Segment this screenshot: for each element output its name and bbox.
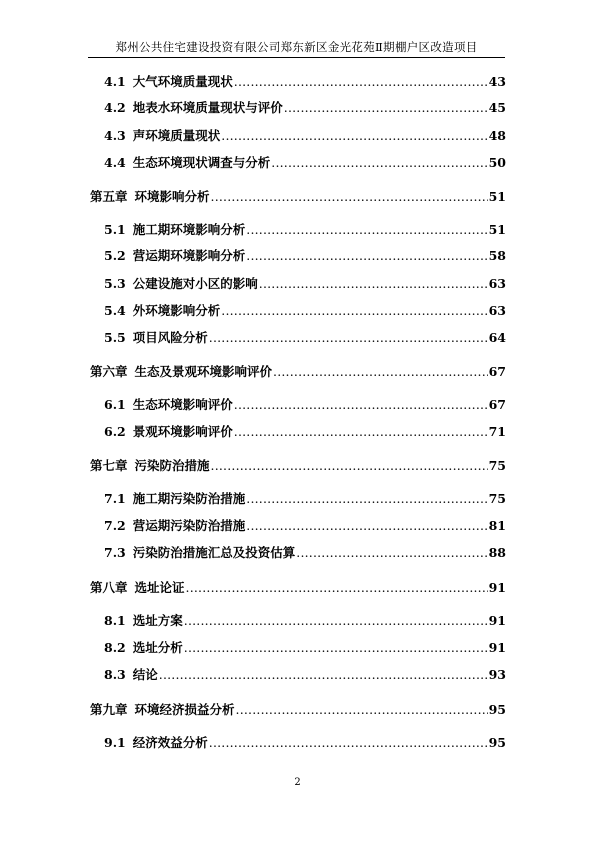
toc-entry-title: 环境影响分析: [134, 189, 210, 204]
toc-entry-title: 生态环境现状调查与分析: [132, 155, 271, 170]
toc-page-number: 50: [488, 155, 506, 170]
toc-dot-leader: [211, 458, 488, 474]
toc-entry-4-3[interactable]: [104, 128, 506, 144]
toc-entry-title: 选址论证: [134, 580, 185, 595]
toc-entry-title: 外环境影响分析: [132, 303, 221, 318]
toc-page-number: 43: [488, 74, 506, 89]
toc-chapter-5[interactable]: [90, 189, 506, 205]
toc-dot-leader: [246, 491, 487, 507]
toc-entry-8-1[interactable]: [104, 613, 506, 629]
toc-page-number: 48: [488, 128, 506, 143]
toc-entry-number: 5.2: [104, 248, 126, 263]
toc-entry-number: 8.1: [104, 613, 126, 628]
toc-dot-leader: [246, 518, 487, 534]
toc-entry-number: 8.2: [104, 640, 126, 655]
toc-page-number: 51: [488, 189, 506, 204]
toc-page-number: 75: [488, 458, 506, 473]
toc-entry-8-2[interactable]: [104, 640, 506, 656]
toc-entry-5-5[interactable]: [104, 330, 506, 346]
toc-dot-leader: [209, 735, 488, 751]
toc-entry-title: 地表水环境质量现状与评价: [132, 100, 283, 115]
toc-entry-title: 公建设施对小区的影响: [132, 276, 258, 291]
toc-entry-title: 选址分析: [132, 640, 183, 655]
toc-entry-number: 5.1: [104, 222, 126, 237]
toc-page-number: 93: [488, 667, 506, 682]
toc-page-number: 91: [488, 613, 506, 628]
toc-page-number: 81: [488, 518, 506, 533]
toc-dot-leader: [246, 248, 487, 264]
toc-dot-leader: [246, 222, 487, 238]
toc-entry-title: 营运期污染防治措施: [132, 518, 246, 533]
toc-entry-number: 第八章: [90, 580, 128, 595]
toc-entry-number: 4.2: [104, 100, 126, 115]
toc-entry-title: 生态及景观环境影响评价: [134, 364, 273, 379]
toc-entry-number: 6.2: [104, 424, 126, 439]
toc-entry-title: 生态环境影响评价: [132, 397, 233, 412]
toc-entry-title: 施工期污染防治措施: [132, 491, 246, 506]
toc-dot-leader: [184, 613, 488, 629]
toc-entry-title: 经济效益分析: [132, 735, 208, 750]
toc-entry-number: 第五章: [90, 189, 128, 204]
toc-dot-leader: [273, 364, 488, 380]
toc-dot-leader: [271, 155, 487, 171]
toc-entry-9-1[interactable]: [104, 735, 506, 751]
toc-page-number: 88: [488, 545, 506, 560]
toc-page-number: 95: [488, 735, 506, 750]
toc-entry-title: 结论: [132, 667, 158, 682]
toc-entry-5-3[interactable]: [104, 276, 506, 292]
toc-entry-6-2[interactable]: [104, 424, 506, 440]
toc-entry-6-1[interactable]: [104, 397, 506, 413]
toc-dot-leader: [259, 276, 488, 292]
toc-page-number: 63: [488, 276, 506, 291]
toc-dot-leader: [209, 330, 488, 346]
toc-dot-leader: [221, 303, 487, 319]
toc-entry-number: 9.1: [104, 735, 126, 750]
toc-entry-number: 4.4: [104, 155, 126, 170]
toc-page-number: 91: [488, 640, 506, 655]
toc-entry-title: 施工期环境影响分析: [132, 222, 246, 237]
toc-entry-number: 7.3: [104, 545, 126, 560]
toc-dot-leader: [284, 100, 488, 116]
toc-page-number: 91: [488, 580, 506, 595]
toc-page-number: 45: [488, 100, 506, 115]
toc-dot-leader: [236, 702, 488, 718]
toc-entry-number: 8.3: [104, 667, 126, 682]
toc-entry-7-3[interactable]: [104, 545, 506, 561]
toc-entry-number: 第六章: [90, 364, 128, 379]
toc-page-number: 75: [488, 491, 506, 506]
toc-chapter-8[interactable]: [90, 580, 506, 596]
toc-entry-4-1[interactable]: [104, 74, 506, 90]
toc-page-number: 67: [488, 397, 506, 412]
toc-entry-number: 7.1: [104, 491, 126, 506]
toc-entry-8-3[interactable]: [104, 667, 506, 683]
toc-entry-number: 5.5: [104, 330, 126, 345]
toc-entry-number: 第九章: [90, 702, 128, 717]
toc-entry-number: 第七章: [90, 458, 128, 473]
toc-chapter-7[interactable]: [90, 458, 506, 474]
toc-entry-5-4[interactable]: [104, 303, 506, 319]
toc-dot-leader: [211, 189, 488, 205]
toc-page-number: 58: [488, 248, 506, 263]
page-number: 2: [294, 777, 301, 788]
toc-page-number: 64: [488, 330, 506, 345]
toc-entry-title: 污染防治措施: [134, 458, 210, 473]
toc-entry-title: 项目风险分析: [132, 330, 208, 345]
toc-dot-leader: [184, 640, 488, 656]
toc-entry-5-1[interactable]: [104, 222, 506, 238]
toc-entry-title: 污染防治措施汇总及投资估算: [132, 545, 296, 560]
toc-dot-leader: [296, 545, 487, 561]
toc-dot-leader: [186, 580, 488, 596]
toc-entry-number: 4.1: [104, 74, 126, 89]
toc-page-number: 51: [488, 222, 506, 237]
toc-chapter-6[interactable]: [90, 364, 506, 380]
toc-entry-title: 大气环境质量现状: [132, 74, 233, 89]
toc-entry-title: 营运期环境影响分析: [132, 248, 246, 263]
toc-entry-title: 选址方案: [132, 613, 183, 628]
toc-entry-7-2[interactable]: [104, 518, 506, 534]
toc-dot-leader: [234, 397, 488, 413]
toc-entry-number: 5.4: [104, 303, 126, 318]
toc-dot-leader: [221, 128, 487, 144]
toc-dot-leader: [234, 74, 488, 90]
toc-page-number: 95: [488, 702, 506, 717]
toc-entry-4-2[interactable]: [104, 100, 506, 116]
toc-entry-number: 7.2: [104, 518, 126, 533]
toc-entry-title: 声环境质量现状: [132, 128, 221, 143]
toc-entry-5-2[interactable]: [104, 248, 506, 264]
toc-entry-7-1[interactable]: [104, 491, 506, 507]
toc-page-number: 67: [488, 364, 506, 379]
toc-entry-4-4[interactable]: [104, 155, 506, 171]
toc-page-number: 63: [488, 303, 506, 318]
running-header: 郑州公共住宅建设投资有限公司郑东新区金光花苑Ⅱ期棚户区改造项目: [115, 40, 478, 54]
toc-dot-leader: [159, 667, 488, 683]
toc-entry-number: 4.3: [104, 128, 126, 143]
toc-dot-leader: [234, 424, 488, 440]
toc-entry-title: 环境经济损益分析: [134, 702, 235, 717]
toc-entry-title: 景观环境影响评价: [132, 424, 233, 439]
toc-chapter-9[interactable]: [90, 702, 506, 718]
toc-entry-number: 6.1: [104, 397, 126, 412]
toc-page-number: 71: [488, 424, 506, 439]
toc-entry-number: 5.3: [104, 276, 126, 291]
